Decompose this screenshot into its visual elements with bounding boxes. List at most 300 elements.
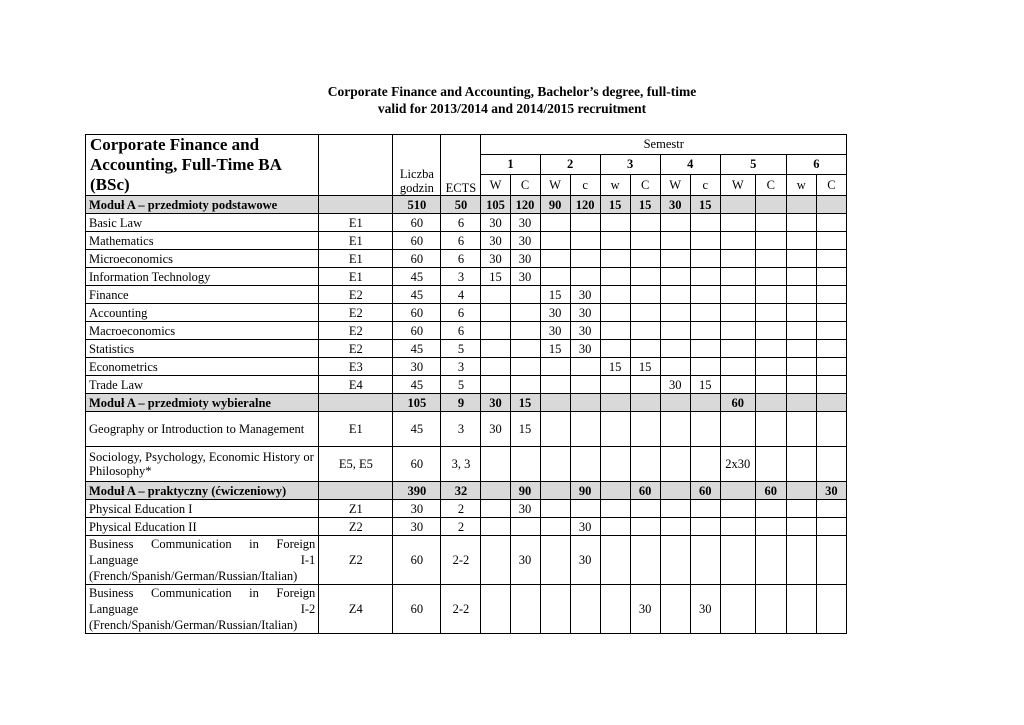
sub-header: w [786, 175, 816, 196]
semester-cell: 30 [570, 340, 600, 358]
semester-cell [630, 232, 660, 250]
semester-cell [600, 536, 630, 585]
semester-cell [630, 268, 660, 286]
header-semestr: Semestr [481, 135, 847, 155]
course-name: Basic Law [86, 214, 319, 232]
ects: 50 [441, 196, 481, 214]
semester-cell [540, 250, 570, 268]
semester-cell [690, 268, 720, 286]
semester-cell [630, 536, 660, 585]
sub-header: w [600, 175, 630, 196]
semester-cell: 30 [660, 376, 690, 394]
semester-cell: 15 [540, 340, 570, 358]
ects: 6 [441, 322, 481, 340]
semester-cell [540, 358, 570, 376]
semester-cell [755, 196, 786, 214]
semester-cell [786, 500, 816, 518]
semester-cell: 60 [720, 394, 755, 412]
ects: 32 [441, 482, 481, 500]
semester-cell [755, 500, 786, 518]
ects: 2-2 [441, 585, 481, 634]
semester-cell [660, 232, 690, 250]
semester-cell: 60 [690, 482, 720, 500]
semester-cell [660, 585, 690, 634]
semester-cell [755, 518, 786, 536]
semester-cell [481, 358, 510, 376]
semester-cell [720, 376, 755, 394]
course-name: Finance [86, 286, 319, 304]
header-code [319, 135, 393, 196]
semester-cell [690, 500, 720, 518]
table-row [86, 268, 847, 286]
semester-cell [720, 232, 755, 250]
semester-cell [540, 412, 570, 447]
header-hours: Liczba godzin [393, 135, 441, 196]
sub-header: W [660, 175, 690, 196]
semester-cell [720, 500, 755, 518]
semester-cell [755, 358, 786, 376]
semester-cell [786, 482, 816, 500]
semester-cell: 30 [510, 232, 540, 250]
semester-cell [720, 268, 755, 286]
hours: 390 [393, 482, 441, 500]
semester-cell [690, 286, 720, 304]
semester-cell [816, 322, 846, 340]
course-name: Business Communication in Foreign Language I-2 (French/Spanish/German/Russian/Italian) [86, 585, 319, 634]
semester-cell [720, 482, 755, 500]
semester-cell [481, 585, 510, 634]
semester-cell: 15 [630, 358, 660, 376]
semester-cell: 90 [540, 196, 570, 214]
semester-cell [540, 536, 570, 585]
semester-cell [816, 536, 846, 585]
semester-cell [816, 447, 846, 482]
hours: 45 [393, 340, 441, 358]
semester-cell [660, 268, 690, 286]
course-name: Microeconomics [86, 250, 319, 268]
semester-cell [660, 322, 690, 340]
semester-cell [540, 376, 570, 394]
semester-cell [690, 214, 720, 232]
semester-cell [755, 447, 786, 482]
semester-cell [755, 376, 786, 394]
semester-cell [816, 518, 846, 536]
semester-cell [630, 394, 660, 412]
sub-header: C [755, 175, 786, 196]
semester-cell [690, 518, 720, 536]
semester-cell: 30 [481, 394, 510, 412]
semester-cell [570, 447, 600, 482]
hours: 60 [393, 232, 441, 250]
sub-header: c [690, 175, 720, 196]
table-row [86, 322, 847, 340]
sub-header: c [570, 175, 600, 196]
semester-cell: 120 [510, 196, 540, 214]
semester-cell [481, 536, 510, 585]
table-row [86, 518, 847, 536]
semester-cell [786, 536, 816, 585]
semester-cell [755, 268, 786, 286]
semester-cell [570, 214, 600, 232]
ects: 9 [441, 394, 481, 412]
semester-cell [630, 214, 660, 232]
semester-cell [630, 250, 660, 268]
semester-cell [630, 518, 660, 536]
semester-cell [720, 196, 755, 214]
semester-cell [816, 585, 846, 634]
semester-cell [660, 286, 690, 304]
semester-cell [510, 340, 540, 358]
semester-cell: 30 [570, 286, 600, 304]
semester-cell [481, 376, 510, 394]
semester-cell [481, 447, 510, 482]
module-row [86, 482, 847, 500]
semester-cell [510, 286, 540, 304]
hours: 60 [393, 322, 441, 340]
semester-cell [481, 518, 510, 536]
semester-cell [510, 358, 540, 376]
semester-cell [540, 518, 570, 536]
semester-cell [540, 500, 570, 518]
semester-cell [481, 286, 510, 304]
table-row [86, 232, 847, 250]
semester-cell [630, 340, 660, 358]
semester-cell: 15 [630, 196, 660, 214]
semester-cell [630, 447, 660, 482]
semester-cell [600, 518, 630, 536]
table-row [86, 500, 847, 518]
course-name: Statistics [86, 340, 319, 358]
semester-cell [690, 232, 720, 250]
sub-header: C [630, 175, 660, 196]
semester-cell [816, 340, 846, 358]
semester-cell [786, 376, 816, 394]
semester-header: 2 [540, 154, 600, 175]
semester-header: 5 [720, 154, 786, 175]
semester-cell [690, 412, 720, 447]
table-row [86, 340, 847, 358]
semester-cell [660, 447, 690, 482]
semester-cell [720, 304, 755, 322]
semester-cell: 30 [481, 232, 510, 250]
semester-cell [600, 340, 630, 358]
semester-cell [755, 286, 786, 304]
hours: 30 [393, 358, 441, 376]
semester-cell [630, 500, 660, 518]
semester-cell [720, 585, 755, 634]
course-name: Trade Law [86, 376, 319, 394]
exam-code: E5, E5 [319, 447, 393, 482]
exam-code: Z2 [319, 536, 393, 585]
semester-cell: 105 [481, 196, 510, 214]
semester-cell: 30 [481, 214, 510, 232]
ects: 5 [441, 376, 481, 394]
semester-cell [600, 322, 630, 340]
semester-cell [630, 286, 660, 304]
semester-cell [755, 585, 786, 634]
exam-code: E1 [319, 250, 393, 268]
semester-cell [600, 447, 630, 482]
semester-cell [816, 232, 846, 250]
semester-cell [540, 585, 570, 634]
semester-cell [786, 286, 816, 304]
hours: 105 [393, 394, 441, 412]
semester-cell: 30 [816, 482, 846, 500]
hours: 45 [393, 286, 441, 304]
module-row [86, 394, 847, 412]
hours: 60 [393, 536, 441, 585]
semester-cell [600, 394, 630, 412]
sub-header: W [540, 175, 570, 196]
semester-cell [786, 232, 816, 250]
document-subtitle: valid for 2013/2014 and 2014/2015 recruitment [377, 101, 647, 116]
ects: 3 [441, 412, 481, 447]
ects: 2 [441, 500, 481, 518]
semester-cell: 30 [510, 500, 540, 518]
semester-cell [600, 232, 630, 250]
semester-cell: 90 [510, 482, 540, 500]
semester-cell [755, 322, 786, 340]
semester-cell [690, 358, 720, 376]
semester-cell [755, 214, 786, 232]
semester-cell: 30 [570, 536, 600, 585]
semester-cell [660, 304, 690, 322]
semester-cell [755, 250, 786, 268]
semester-cell [755, 304, 786, 322]
semester-cell [786, 268, 816, 286]
hours: 30 [393, 500, 441, 518]
semester-cell [786, 394, 816, 412]
ects: 6 [441, 214, 481, 232]
table-row [86, 412, 847, 447]
semester-cell [481, 322, 510, 340]
semester-cell [816, 304, 846, 322]
semester-cell [720, 518, 755, 536]
semester-cell [786, 250, 816, 268]
semester-cell [720, 286, 755, 304]
table-row [86, 585, 847, 634]
hours: 60 [393, 304, 441, 322]
semester-cell [540, 394, 570, 412]
semester-cell: 30 [570, 304, 600, 322]
semester-cell [786, 358, 816, 376]
semester-cell [660, 482, 690, 500]
semester-cell [540, 447, 570, 482]
header-ects: ECTS [441, 135, 481, 196]
semester-cell [786, 304, 816, 322]
semester-cell [660, 536, 690, 585]
course-name: Accounting [86, 304, 319, 322]
semester-cell [720, 250, 755, 268]
semester-cell [600, 482, 630, 500]
table-row [86, 447, 847, 482]
sub-header: C [816, 175, 846, 196]
table-row [86, 214, 847, 232]
semester-cell [600, 304, 630, 322]
program-name: Corporate Finance and Accounting, Full-Time BA (BSc) [86, 135, 319, 196]
semester-cell: 15 [510, 412, 540, 447]
semester-cell [600, 286, 630, 304]
hours: 45 [393, 376, 441, 394]
semester-header: 4 [660, 154, 720, 175]
ects: 3 [441, 268, 481, 286]
exam-code [319, 482, 393, 500]
semester-cell [690, 536, 720, 585]
semester-cell [660, 412, 690, 447]
semester-cell [600, 376, 630, 394]
semester-cell: 30 [481, 250, 510, 268]
semester-cell [816, 394, 846, 412]
semester-cell [816, 196, 846, 214]
semester-cell: 30 [510, 536, 540, 585]
semester-cell [755, 394, 786, 412]
semester-cell [540, 214, 570, 232]
ects: 5 [441, 340, 481, 358]
semester-cell [540, 268, 570, 286]
semester-cell [570, 232, 600, 250]
semester-cell [660, 358, 690, 376]
table-row [86, 376, 847, 394]
semester-cell [540, 232, 570, 250]
document-title: Corporate Finance and Accounting, Bachelor’s degree, full-time [327, 84, 697, 99]
table-row [86, 250, 847, 268]
semester-cell: 30 [481, 412, 510, 447]
semester-cell [570, 358, 600, 376]
semester-cell [786, 196, 816, 214]
semester-cell [786, 585, 816, 634]
hours: 510 [393, 196, 441, 214]
semester-cell [510, 447, 540, 482]
ects: 6 [441, 250, 481, 268]
semester-cell [660, 214, 690, 232]
course-name: Business Communication in Foreign Language I-1 (French/Spanish/German/Russian/Italian) [86, 536, 319, 585]
semester-cell [816, 412, 846, 447]
hours: 45 [393, 412, 441, 447]
hours: 30 [393, 518, 441, 536]
semester-cell: 15 [690, 196, 720, 214]
curriculum-table [85, 134, 847, 634]
semester-cell [690, 340, 720, 358]
semester-cell: 60 [755, 482, 786, 500]
semester-header: 1 [481, 154, 540, 175]
semester-cell [816, 500, 846, 518]
exam-code: E2 [319, 286, 393, 304]
exam-code: Z2 [319, 518, 393, 536]
semester-cell [481, 304, 510, 322]
course-name: Macroeconomics [86, 322, 319, 340]
module-name: Moduł A – praktyczny (ćwiczeniowy) [86, 482, 319, 500]
semester-cell [786, 518, 816, 536]
hours: 60 [393, 214, 441, 232]
semester-cell [510, 518, 540, 536]
table-row [86, 358, 847, 376]
semester-cell: 30 [510, 268, 540, 286]
semester-cell [510, 322, 540, 340]
semester-cell [755, 412, 786, 447]
semester-cell [755, 536, 786, 585]
semester-cell: 90 [570, 482, 600, 500]
course-name: Sociology, Psychology, Economic History or Philosophy* [86, 447, 319, 482]
ects: 6 [441, 304, 481, 322]
hours: 60 [393, 585, 441, 634]
semester-cell [570, 250, 600, 268]
semester-cell: 15 [690, 376, 720, 394]
table-row [86, 286, 847, 304]
semester-cell [570, 412, 600, 447]
semester-cell: 15 [540, 286, 570, 304]
semester-cell [481, 482, 510, 500]
semester-cell [540, 482, 570, 500]
module-name: Moduł A – przedmioty wybieralne [86, 394, 319, 412]
semester-cell: 60 [630, 482, 660, 500]
semester-cell [481, 500, 510, 518]
semester-cell: 30 [660, 196, 690, 214]
semester-cell: 30 [540, 304, 570, 322]
exam-code: E1 [319, 268, 393, 286]
semester-cell [570, 376, 600, 394]
semester-cell [481, 340, 510, 358]
semester-cell: 30 [570, 322, 600, 340]
semester-cell [690, 250, 720, 268]
semester-cell: 2x30 [720, 447, 755, 482]
course-name: Information Technology [86, 268, 319, 286]
semester-cell [720, 358, 755, 376]
semester-cell [720, 412, 755, 447]
semester-cell [570, 268, 600, 286]
semester-cell [690, 322, 720, 340]
course-name: Geography or Introduction to Management [86, 412, 319, 447]
sub-header: W [481, 175, 510, 196]
semester-cell [600, 214, 630, 232]
semester-cell: 30 [690, 585, 720, 634]
ects: 4 [441, 286, 481, 304]
exam-code: E2 [319, 340, 393, 358]
semester-cell [816, 358, 846, 376]
exam-code: E1 [319, 412, 393, 447]
semester-cell [630, 322, 660, 340]
semester-cell [690, 394, 720, 412]
semester-cell [786, 447, 816, 482]
semester-cell [660, 340, 690, 358]
exam-code: E4 [319, 376, 393, 394]
exam-code: Z1 [319, 500, 393, 518]
semester-cell [786, 322, 816, 340]
semester-cell [690, 447, 720, 482]
course-name: Econometrics [86, 358, 319, 376]
semester-cell [755, 232, 786, 250]
semester-cell [720, 536, 755, 585]
table-row [86, 304, 847, 322]
semester-cell [600, 268, 630, 286]
semester-cell [630, 304, 660, 322]
semester-cell [720, 214, 755, 232]
semester-cell [570, 585, 600, 634]
semester-cell: 15 [481, 268, 510, 286]
ects: 2 [441, 518, 481, 536]
semester-header: 3 [600, 154, 660, 175]
semester-cell [755, 340, 786, 358]
semester-cell: 15 [600, 358, 630, 376]
hours: 45 [393, 268, 441, 286]
ects: 3 [441, 358, 481, 376]
semester-cell [816, 268, 846, 286]
semester-cell [660, 518, 690, 536]
exam-code: E1 [319, 232, 393, 250]
semester-cell [720, 322, 755, 340]
semester-cell [630, 412, 660, 447]
semester-cell: 120 [570, 196, 600, 214]
hours: 60 [393, 447, 441, 482]
